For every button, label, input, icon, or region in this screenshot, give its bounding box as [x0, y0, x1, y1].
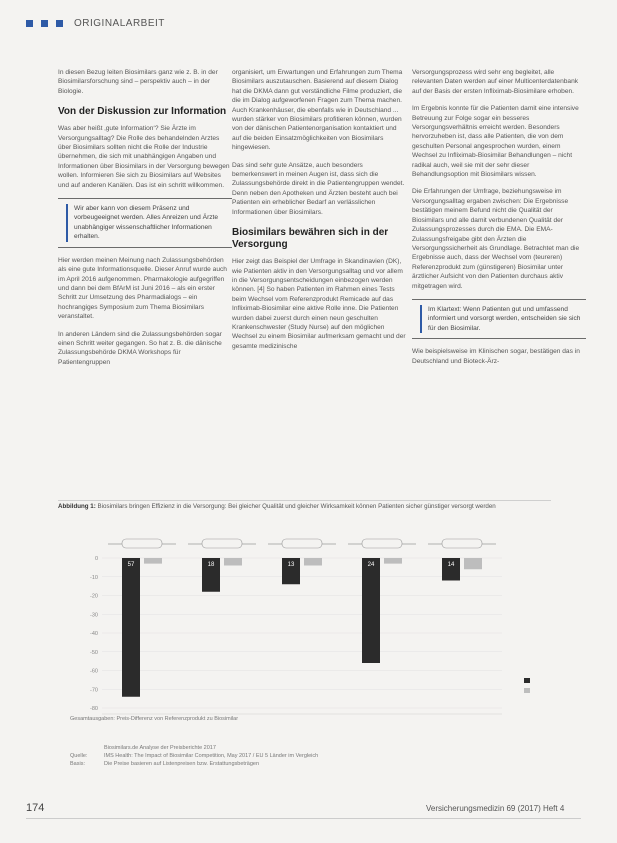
section-header [26, 18, 165, 29]
bar [122, 558, 140, 697]
paragraph: Das sind sehr gute Ansätze, auch besonders bemerkenswert in meinen Augen ist, dass sich die Zulassungsbehörde direkt in die Patientengruppen wendet. Denn neben den Apotheken und Ärzten besteht auch bei Patienten ein erheblicher Bedarf an verlässlichen Informationen über Biosimilars. [232, 161, 405, 216]
y-tick-label: -20 [90, 593, 98, 600]
category-pill [282, 539, 322, 548]
paragraph: In anderen Ländern sind die Zulassungsbehörden sogar einen Schritt weiter gegangen. So hat z. B. die dänische Zulassungsbehörde DKMA Workshops für Patientengruppen [58, 330, 222, 366]
y-tick-label: -60 [90, 668, 98, 675]
category-pill [122, 539, 162, 548]
bar [384, 558, 402, 564]
data-label: 24 [367, 562, 375, 568]
bar [144, 558, 162, 564]
y-tick-label: -30 [90, 612, 98, 619]
bar [464, 558, 482, 569]
y-tick-label: -50 [90, 649, 98, 656]
paragraph: Die Erfahrungen der Umfrage, beziehungsweise im Versorgungsalltag ergaben zwischen: Die Ergebnisse bestätigen meinem Befund nicht die Qualität der Biosimilars und alle damit verbundenen Qualität der Zulassungsprozesses durch die EMA. Die EMA-Zulassungsfreigabe gibt den Ärzten die Versorgungssicherheit als Grundlage. Betrachtet man die Ergebnisse auch, dass der Wechsel vom (teureren) Referenzprodukt zum (günstigeren) Biosimilar unter ärztlicher Aufsicht von den Patienten durchaus aktiv mitgetragen wird. [412, 188, 580, 290]
square-icon [26, 20, 33, 27]
journal-citation: Versicherungsmedizin 69 (2017) Heft 4 [426, 804, 565, 813]
square-icon [56, 20, 63, 27]
footer-divider [26, 818, 581, 819]
y-tick-label: -40 [90, 631, 98, 637]
bar [304, 558, 322, 566]
y-tick-label: -80 [90, 706, 98, 712]
pull-quote-text: Im Klartext: Wenn Patienten gut und umfassend informiert und vorsorgt werden, entscheiden sie sich für den Biosimilar. [420, 305, 586, 333]
category-pill [202, 539, 242, 548]
data-label: 18 [207, 562, 215, 568]
pull-quote [58, 198, 232, 248]
figure-caption [58, 503, 558, 512]
category-pill [442, 539, 482, 548]
pull-quote-text: Wir aber kann von diesem Präsenz und vorbeugeeignet werden. Alles Anreizen und Ärzte unabhängiger wissenschaftlicher Informationen erhalten. [66, 204, 232, 242]
pull-quote [412, 299, 586, 339]
section-heading: Biosimilars bewähren sich in der Versorgung [232, 227, 389, 251]
paragraph: Hier zeigt das Beispiel der Umfrage in Skandinavien (DK), wie Patienten aktiv in den Versorgungsalltag und vor allem in die Versorgungsentscheidungen einbezogen werden können. [4] So haben Patienten im Rahmen eines Tests beim Wechsel vom Referenzprodukt Remicade auf das Infliximab-Biosimilar eine aktive Rolle inne. Die Patienten wurden dabei zuerst durch einen neun geschulten Krankenschwester (Study Nurse) auf den möglichen Wechsel zu einem Biosimilar aufmerksam gemacht und der gesamte medizinische [232, 258, 406, 350]
paragraph: In diesen Bezug leiten Biosimilars ganz wie z. B. in der Biosimilarsforschung sind – perspektiv auch – in der Biologie. [58, 69, 218, 95]
figure-label: Abbildung 1: [58, 503, 96, 510]
figure-divider [58, 500, 551, 501]
legend-swatch [524, 688, 530, 693]
paragraph: organisiert, um Erwartungen und Erfahrungen zum Thema Biosimilars auszutauschen. Basierend auf diesem Dialog hat die DKMA dann gut verständliche Filme produziert, die die im Dialog aufgeworfenen Fragen zum Thema machen. Auch Krankenhäuser, die ebenfalls wie in Deutschland ... wurden stärker von Biosimilars profitieren können, wurden von der dänischen Patientenorganisation kontaktiert und auf die beiden Einsatzmöglichkeiten von Biosimilars hingewiesen. [232, 69, 403, 152]
figure-footnotes [70, 744, 318, 768]
text-column-2 [232, 68, 406, 359]
data-label: 14 [447, 562, 455, 568]
paragraph: Versorgungsprozess wird sehr eng begleitet, alle relevanten Daten werden auf einer Multicenterdatenbank auf der Basis der ersten Infliximab-Biosimilare erhoben. [412, 69, 579, 95]
data-label: 13 [287, 562, 295, 568]
y-tick-label: 0 [94, 556, 98, 562]
paragraph: Wie beispielsweise im Klinischen sogar, bestätigen das in Deutschland und Bioteck-Ärz- [412, 348, 580, 365]
bar [362, 558, 380, 663]
footnote-row: Basis: Die Preise basieren auf Listenpreisen bzw. Erstattungsbeträgen [70, 761, 260, 767]
y-tick-label: -10 [90, 574, 98, 581]
text-column-1 [58, 68, 232, 375]
section-label: ORIGINALARBEIT [74, 18, 165, 29]
page-number: 174 [26, 802, 45, 814]
bar-chart [62, 528, 562, 728]
category-pill [362, 539, 402, 548]
legend-swatch [524, 678, 530, 683]
data-label: 57 [127, 562, 135, 568]
text-column-3 [412, 68, 586, 374]
square-icon [41, 20, 48, 27]
paragraph: Im Ergebnis konnte für die Patienten damit eine intensive Betreuung zur Folge sogar ein besseres Versorgungsverhältnis erreicht werden. Besonders hervorzuheben ist, dass alle Patienten, die von dem geschulten Personal angesprochen wurden, einem Wechsel zu Infliximab-Biosimilar Behandlungen – nicht radikal auch, weil sie mit der sehr dieser Behandlungsoption mit Biosimilars wissen. [412, 105, 579, 179]
bar [224, 558, 242, 566]
paragraph: Was aber heißt ‚gute Information‘? Sie Ärzte im Versorgungsalltag? Die Rolle des behandelnden Arztes über Biosimilars sollten nicht die Rolle der Industrie übernehmen, die sich mit unabhängigen Angaben und Informationen über Biosimilars in der Versorgung bewegen wollen. Informieren Sie sich zu Biosimilars auf Websites und auf anderen Kanälen. Das ist ein schritt willkommen. [58, 125, 230, 189]
footnote-row: Biosimilars.de Analyse der Preisberichte 2017 [104, 745, 216, 751]
figure-caption-text: Biosimilars bringen Effizienz in die Versorgung: Bei gleicher Qualität und gleicher Wirksamkeit können Patienten sicher günstiger versorgt werden [97, 503, 496, 510]
y-tick-label: -70 [90, 687, 98, 694]
chart-note: Gesamtausgaben: Preis-Differenz von Referenzprodukt zu Biosimilar [70, 716, 239, 722]
section-heading: Von der Diskussion zur Information [58, 106, 227, 118]
footnote-row: Quelle: IMS Health: The Impact of Biosimilar Competition, May 2017 / EU 5 Länder im Vergleich [70, 753, 319, 759]
paragraph: Hier werden meinen Meinung nach Zulassungsbehörden als eine gute Informationsquelle. Dieser Anruf wurde auch im April 2016 aufgenommen. Pharmakologie aufgegriffen und dann bei dem BfArM ist Juni 2016 – als ein erster Schritt zur Umsetzung des Pharmadialogs – ein hochrangiges Symposium zum Thema Biosimilars veranstaltet. [58, 256, 227, 321]
